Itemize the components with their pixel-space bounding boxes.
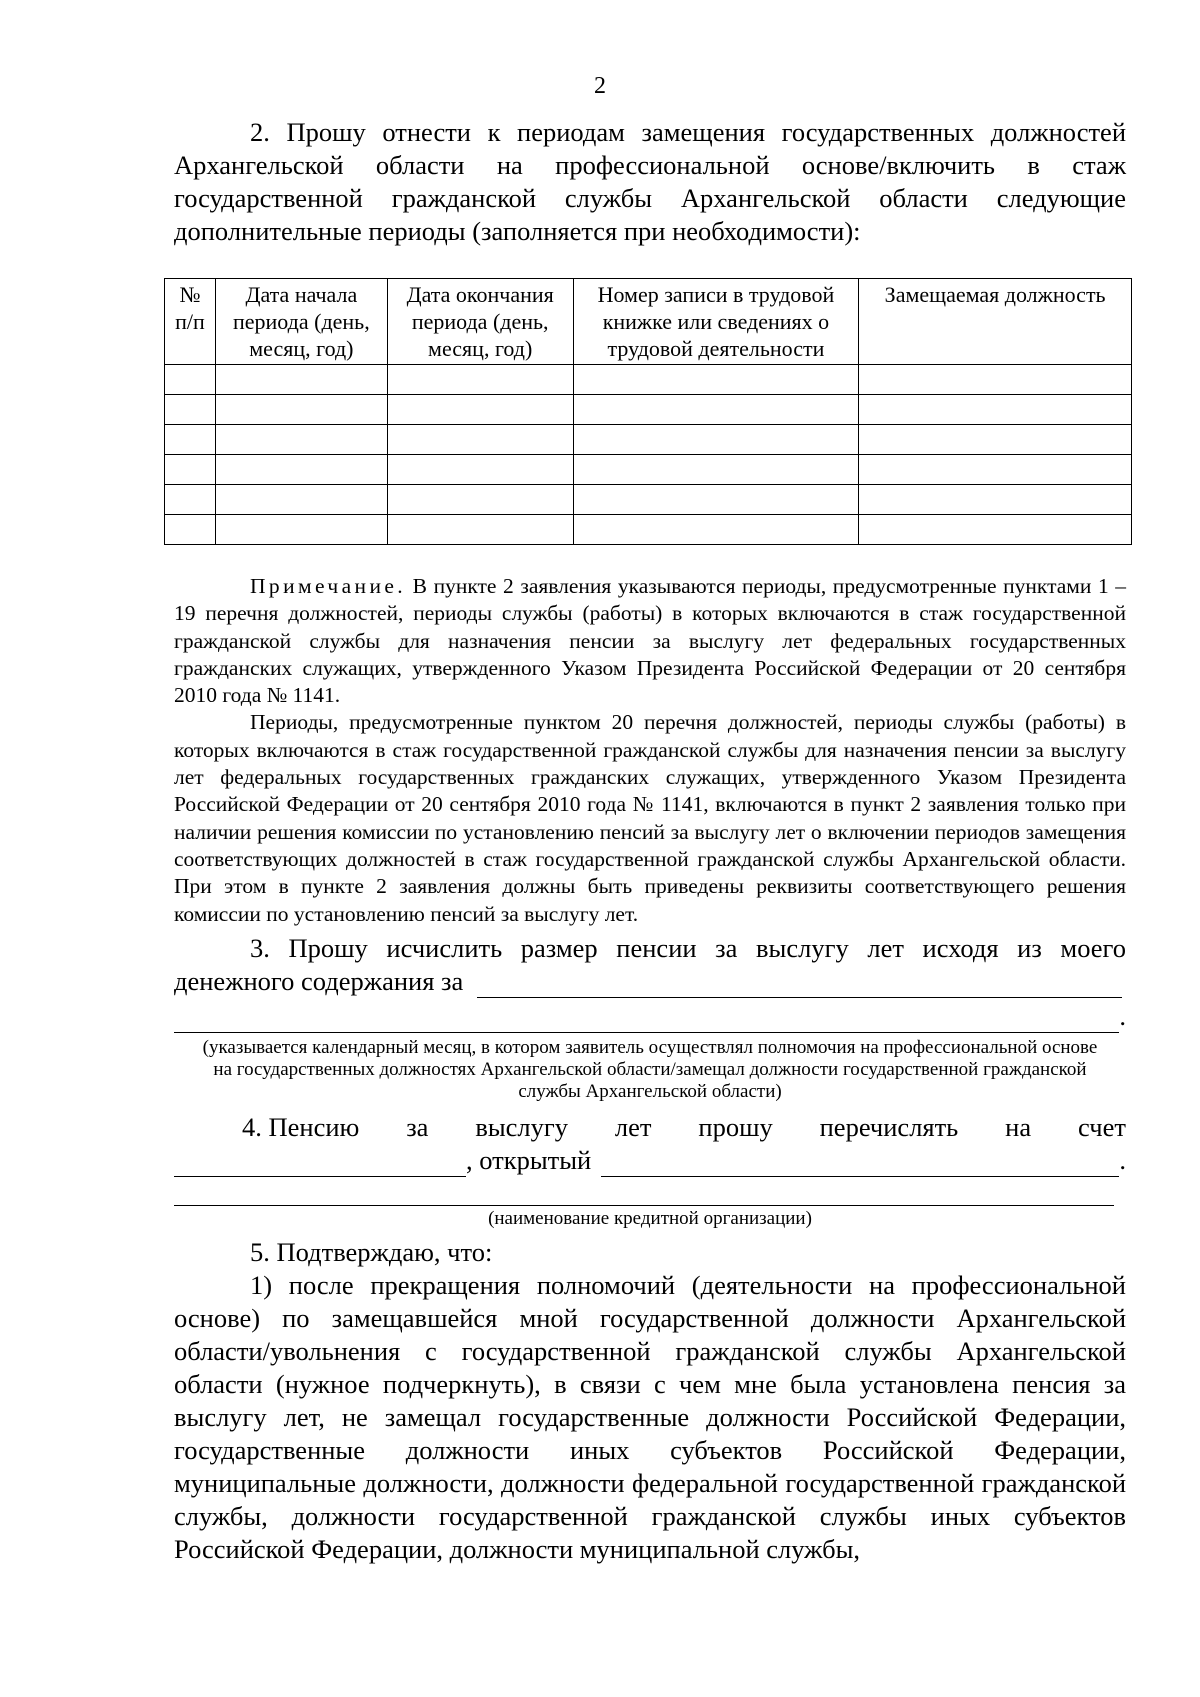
table-row <box>165 425 1132 455</box>
table-header-row <box>165 279 1132 365</box>
section-4-word: счет <box>1078 1111 1126 1142</box>
salary-month-field[interactable] <box>477 973 1122 998</box>
bank-name-field-continued[interactable] <box>174 1181 1114 1206</box>
section-4-end-mark: . <box>1119 1144 1126 1175</box>
table-row <box>165 395 1132 425</box>
table-cell[interactable] <box>387 485 573 515</box>
section-2-text: 2. Прошу отнести к периодам замещения государственных должностей Архангельской области на профессиональной основе/включить в стаж государственной гражданской службы Архангельской области следующие дополнительные периоды (заполняется при необходимости): <box>174 117 1126 246</box>
table-cell[interactable] <box>859 425 1132 455</box>
table-cell[interactable] <box>215 365 387 395</box>
table-cell[interactable] <box>573 485 859 515</box>
table-cell[interactable] <box>215 515 387 545</box>
note-label: Примечание. <box>250 574 407 598</box>
table-cell[interactable] <box>165 485 216 515</box>
table-cell[interactable] <box>573 395 859 425</box>
table-cell[interactable] <box>387 455 573 485</box>
section-4-word: прошу <box>698 1111 773 1142</box>
table-cell[interactable] <box>215 455 387 485</box>
periods-table <box>164 278 1132 545</box>
table-cell[interactable] <box>387 425 573 455</box>
section-4-word: 4. Пенсию <box>242 1111 360 1142</box>
section-3-line-3 <box>174 1000 1126 1033</box>
page-number: 2 <box>594 73 606 99</box>
table-cell[interactable] <box>573 515 859 545</box>
section-4-word: перечислять <box>819 1111 959 1142</box>
section-4-word: лет <box>614 1111 652 1142</box>
section-4-line-1 <box>174 1111 1126 1144</box>
table-cell[interactable] <box>215 395 387 425</box>
note-paragraph-1 <box>174 573 1126 709</box>
section-5-title: 5. Подтверждаю, что: <box>250 1236 493 1267</box>
table-cell[interactable] <box>859 485 1132 515</box>
col-header-position: Замещаемая должность <box>859 279 1132 365</box>
table-row <box>165 365 1132 395</box>
table-cell[interactable] <box>387 365 573 395</box>
note-block <box>174 573 1126 928</box>
table-row <box>165 515 1132 545</box>
table-cell[interactable] <box>573 365 859 395</box>
section-4-opened: , открытый <box>466 1144 592 1175</box>
table-cell[interactable] <box>573 455 859 485</box>
section-4-word: за <box>406 1111 429 1142</box>
table-cell[interactable] <box>859 365 1132 395</box>
section-3-end-mark: . <box>1119 1000 1126 1031</box>
table-cell[interactable] <box>165 515 216 545</box>
note-paragraph-2: Периоды, предусмотренные пунктом 20 перечня должностей, периоды службы (работы) в которых включаются в стаж государственной гражданской службы для назначения пенсии за выслугу лет федеральных государственных гражданских служащих, утвержденного Указом Президента Российской Федерации от 20 сентября 2010 года № 1141, включаются в пункт 2 заявления только при наличии решения комиссии по установлению пенсий за выслугу лет о включении периодов замещения соответствующих должностей в стаж государственной гражданской службы Архангельской области. При этом в пункте 2 заявления должны быть приведены реквизиты соответствующего решения комиссии по установлению пенсий за выслугу лет. <box>174 710 1126 926</box>
section-3-line-2 <box>174 965 1126 998</box>
section-4-word: на <box>1005 1111 1032 1142</box>
col-header-number: № п/п <box>165 279 216 365</box>
account-number-field[interactable] <box>174 1152 466 1177</box>
table-cell[interactable] <box>387 395 573 425</box>
table-row <box>165 455 1132 485</box>
col-header-record-number: Номер записи в трудовой книжке или сведениях о трудовой деятельности <box>573 279 859 365</box>
section-5-item-1: 1) после прекращения полномочий (деятельности на профессиональной основе) по замещавшейся мной государственной должности Архангельской области/увольнения с государственной гражданской службы Архангельской области (нужное подчеркнуть), в связи с чем мне была установлена пенсия за выслугу лет, не замещал государственные должности Российской Федерации, государственные должности иных субъектов Российской Федерации, муниципальные должности, должности федеральной государственной гражданской службы, должности государственной гражданской службы иных субъектов Российской Федерации, должности муниципальной службы, <box>174 1269 1126 1564</box>
section-4-word: выслугу <box>475 1111 569 1142</box>
table-cell[interactable] <box>165 425 216 455</box>
section-3-prefix: денежного содержания за <box>174 965 464 996</box>
table-cell[interactable] <box>859 515 1132 545</box>
table-cell[interactable] <box>573 425 859 455</box>
table-cell[interactable] <box>387 515 573 545</box>
section-4-hint: (наименование кредитной организации) <box>488 1207 812 1229</box>
table-row <box>165 485 1132 515</box>
table-cell[interactable] <box>215 485 387 515</box>
table-cell[interactable] <box>165 395 216 425</box>
table-cell[interactable] <box>165 365 216 395</box>
table-cell[interactable] <box>859 455 1132 485</box>
col-header-end-date: Дата окончания периода (день, месяц, год) <box>387 279 573 365</box>
document-body <box>174 116 1126 1566</box>
table-cell[interactable] <box>215 425 387 455</box>
note-text-1: В пункте 2 заявления указываются периоды, предусмотренные пунктами 1 – 19 перечня должностей, периоды службы (работы) в которых включаются в стаж государственной гражданской службы для назначения пенсии за выслугу лет федеральных государственных гражданских служащих, утвержденного Указом Президента Российской Федерации от 20 сентября 2010 года № 1141. <box>174 574 1127 708</box>
section-3-line-1: 3. Прошу исчислить размер пенсии за выслугу лет исходя из моего <box>250 932 1126 963</box>
section-4-line-2 <box>174 1144 1126 1177</box>
section-4-line-3 <box>174 1181 1126 1206</box>
table-cell[interactable] <box>165 455 216 485</box>
salary-month-field-continued[interactable] <box>174 1008 1119 1033</box>
section-3-hint: (указывается календарный месяц, в котором заявитель осуществлял полномочия на профессиональной основе на государственных должностях Архангельской области/замещал должности государственной гражданской службы Архангельской области) <box>202 1036 1098 1102</box>
bank-name-field[interactable] <box>601 1152 1119 1177</box>
col-header-start-date: Дата начала периода (день, месяц, год) <box>215 279 387 365</box>
table-cell[interactable] <box>859 395 1132 425</box>
